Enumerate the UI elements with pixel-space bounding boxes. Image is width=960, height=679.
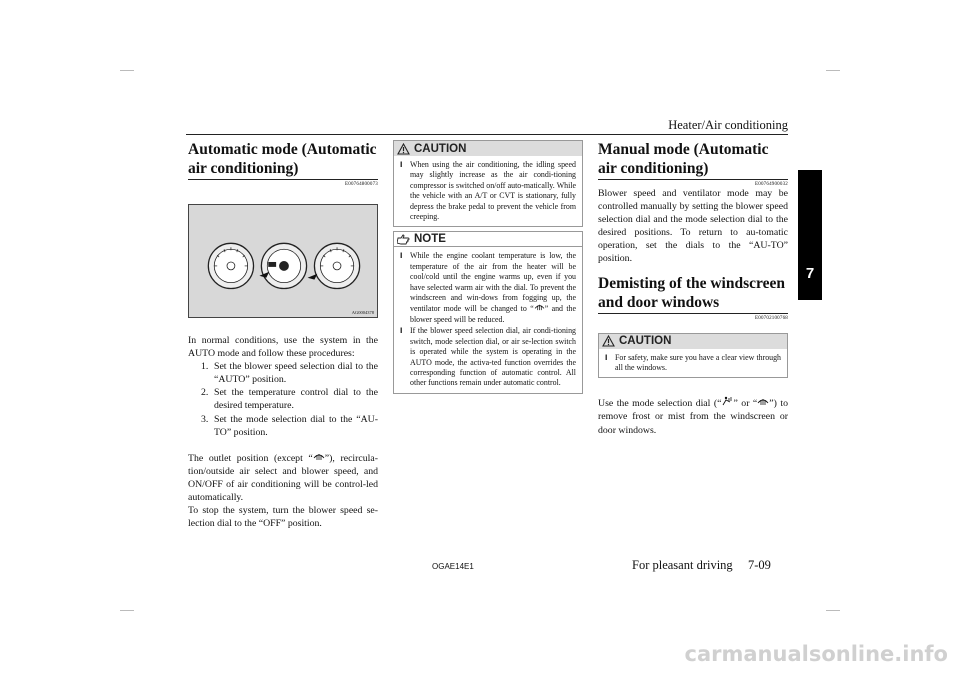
procedure-steps xyxy=(188,360,378,439)
manual-mode-paragraph: Blower speed and ventilator mode may be controlled manually by setting the blower speed selection dial and the mode selection dial to the desired positions. To return to au-tomatic operation, set the dials to the “AU-TO” position. xyxy=(598,188,788,265)
note-body xyxy=(394,247,582,392)
climate-control-figure xyxy=(188,204,378,318)
page-number: 7-09 xyxy=(748,558,771,572)
caution-label: CAUTION xyxy=(414,142,467,155)
caution-item xyxy=(400,160,576,222)
caution-box xyxy=(598,333,788,379)
caution-text: When using the air conditioning, the idling speed may slightly increase as the air condi-tioning compressor is switched on/off auto-matically. While the vehicle with an A/T or CVT is stationary, fully depress the brake pedal to prevent the vehicle from creeping. xyxy=(410,160,576,222)
heading-rule xyxy=(598,179,788,180)
mode-selection-dial xyxy=(259,243,306,288)
crop-mark xyxy=(826,70,840,71)
caution-label: CAUTION xyxy=(619,335,672,348)
paragraph-text: ”), recircula-tion/outside air select and blower speed, and ON/OFF of air conditioning will be control-led automatically. xyxy=(188,452,378,504)
caution-body xyxy=(599,349,787,378)
blower-speed-dial xyxy=(208,243,253,288)
section-code: E00702100768 xyxy=(755,315,788,321)
crop-mark xyxy=(826,610,840,611)
crop-mark xyxy=(120,610,134,611)
step-number: 3. xyxy=(201,413,209,425)
step-2 xyxy=(188,386,378,412)
step-text: Set the mode selection dial to the “AU-TO” position. xyxy=(214,413,378,438)
paragraph-text: ” or “ xyxy=(733,398,758,410)
column-left xyxy=(188,140,378,530)
section-heading-demisting: Demisting of the windscreen and door windows xyxy=(598,274,785,311)
stop-system-paragraph: To stop the system, turn the blower speed se-lection dial to the “OFF” position. xyxy=(188,505,378,530)
defrost-icon xyxy=(534,303,545,311)
paragraph-text: ”) to remove frost or mist from the windscreen or door windows. xyxy=(598,398,788,436)
note-text: If the blower speed selection dial, air condi-tioning switch, mode selection dial, or air se-lection switch is operated while the system is operating in the AUTO mode, the activa-ted function overrides the corresponding function of automatic control. All other functions remain under automatic control. xyxy=(410,326,576,388)
bullet-icon: l xyxy=(400,161,403,169)
note-box xyxy=(393,231,583,393)
footer-code: OGAE14E1 xyxy=(432,562,474,571)
bullet-icon: l xyxy=(605,353,608,362)
crop-mark xyxy=(120,70,134,71)
bullet-icon: l xyxy=(400,327,403,336)
outlet-position-paragraph xyxy=(188,452,378,504)
step-3 xyxy=(188,413,378,439)
caution-header xyxy=(599,334,787,349)
column-middle xyxy=(393,140,583,394)
note-label: NOTE xyxy=(414,233,446,246)
bullet-icon: l xyxy=(400,252,403,261)
note-header xyxy=(394,232,582,247)
heading-rule xyxy=(598,313,788,314)
intro-paragraph: In normal conditions, use the system in the AUTO mode and follow these procedures: xyxy=(188,335,378,360)
warning-triangle-icon xyxy=(397,143,410,155)
caution-item xyxy=(605,353,781,374)
step-number: 2. xyxy=(201,387,209,399)
paragraph-text: Use the mode selection dial (“ xyxy=(598,398,722,410)
caution-text: For safety, make sure you have a clear view through all the windows. xyxy=(615,352,781,372)
note-text xyxy=(410,251,576,325)
temperature-dial xyxy=(308,243,360,288)
section-heading-manual-mode: Manual mode (Automatic air conditioning) xyxy=(598,141,769,177)
paragraph-text: The outlet position (except “ xyxy=(188,452,313,464)
note-text-part: While the engine coolant temperature is low, the temperature of the air from the heater will be cool/cold until the engine warms up, even if you have selected warm air with the dial. To prevent the windscreen and win-dows from fogging up, the ventilator mode will be changed to “ xyxy=(410,251,576,314)
heading-rule xyxy=(188,179,378,180)
running-header: Heater/Air conditioning xyxy=(668,118,788,132)
climate-dials-illustration xyxy=(189,205,377,317)
step-text: Set the blower speed selection dial to the “AUTO” position. xyxy=(214,361,378,386)
defrost-icon xyxy=(313,452,325,461)
step-number: 1. xyxy=(201,361,209,373)
section-heading-automatic-mode: Automatic mode (Automatic air conditioning) xyxy=(188,141,377,177)
column-right xyxy=(598,140,788,437)
caution-body xyxy=(394,156,582,226)
header-rule xyxy=(186,134,788,135)
step-text: Set the temperature control dial to the desired temperature. xyxy=(214,387,378,412)
section-code: E00764900032 xyxy=(755,182,788,187)
caution-header xyxy=(394,141,582,156)
figure-id: AG0004378 xyxy=(351,310,374,315)
step-1 xyxy=(188,360,378,386)
defrost-icon xyxy=(757,397,769,406)
footer-section-title: For pleasant driving xyxy=(632,558,733,572)
chapter-number: 7 xyxy=(805,265,815,282)
note-item xyxy=(400,251,576,325)
caution-box xyxy=(393,140,583,227)
note-hand-icon xyxy=(397,234,411,245)
note-text-part: ” and the blower speed will be reduced. xyxy=(410,304,576,324)
foot-defrost-icon xyxy=(721,396,733,406)
watermark: carmanualsonline.info xyxy=(684,642,948,666)
warning-triangle-icon xyxy=(602,335,615,347)
demisting-paragraph xyxy=(598,396,788,436)
note-item xyxy=(400,326,576,388)
section-code: E00764800073 xyxy=(345,182,378,187)
